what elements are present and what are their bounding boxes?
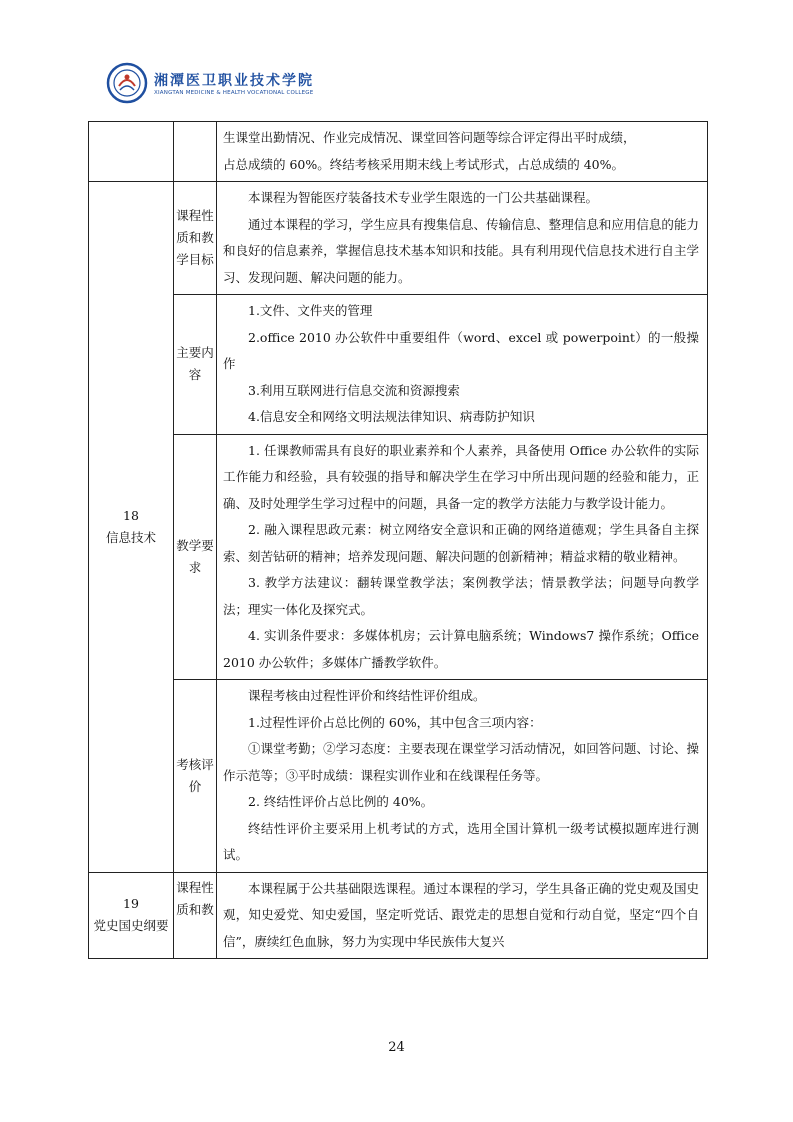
cell-continued-text <box>217 122 708 182</box>
table-row-course18-content <box>89 295 708 435</box>
label-nature-goals: 课程性质和教学目标 <box>174 182 217 295</box>
continued-line-1: 生课堂出勤情况、作业完成情况、课堂回答问题等综合评定得出平时成绩， <box>223 130 636 145</box>
content-item-4: 4.信息安全和网络文明法规法律知识、病毒防护知识 <box>248 409 535 424</box>
cell-empty-label <box>174 122 217 182</box>
requirement-paragraph-2: 2. 融入课程思政元素：树立网络安全意识和正确的网络道德观；学生具备自主探索、刻苦钻研的精神；培养发现问题、解决问题的创新精神；精益求精的敬业精神。 <box>223 522 699 564</box>
course-number: 18 <box>123 507 139 523</box>
table-row-course19 <box>89 872 708 959</box>
course-19-cell <box>89 872 174 959</box>
continued-line-2: 占总成绩的 60%。终结考核采用期末线上考试形式，占总成绩的 40%。 <box>223 156 625 172</box>
assessment-paragraph-5: 终结性评价主要采用上机考试的方式，选用全国计算机一级考试模拟题库进行测试。 <box>223 820 699 862</box>
course-number: 19 <box>123 896 139 912</box>
nature-goals-text <box>217 182 708 295</box>
label-assessment: 考核评价 <box>174 680 217 873</box>
college-logo <box>106 62 406 112</box>
content-item-1: 1.文件、文件夹的管理 <box>248 303 373 318</box>
cell-empty-number <box>89 122 174 182</box>
label-main-content: 主要内容 <box>174 295 217 435</box>
college-emblem-icon <box>106 62 148 104</box>
course-name: 党史国史纲要 <box>93 918 169 934</box>
page-number: 24 <box>388 1040 405 1055</box>
course-19-text <box>217 872 708 959</box>
assessment-paragraph-4: 2. 终结性评价占总比例的 40%。 <box>248 794 434 809</box>
college-name-en: XIANGTAN MEDICINE & HEALTH VOCATIONAL COLLEGE <box>154 90 314 96</box>
table-row-course18-requirements <box>89 434 708 680</box>
requirement-paragraph-3: 3. 教学方法建议：翻转课堂教学法；案例教学法；情景教学法；问题导向教学法；理实一体化及探究式。 <box>223 575 699 617</box>
requirement-paragraph-4: 4. 实训条件要求：多媒体机房；云计算电脑系统；Windows7 操作系统；Office 2010 办公软件；多媒体广播教学软件。 <box>223 628 699 670</box>
course-name: 信息技术 <box>105 529 156 545</box>
course-18-cell <box>89 182 174 873</box>
college-name-cn: 湘潭医卫职业技术学院 <box>154 73 314 89</box>
main-content-text <box>217 295 708 435</box>
nature-paragraph-2: 通过本课程的学习，学生应具有搜集信息、传输信息、整理信息和应用信息的能力和良好的信息素养，掌握信息技术基本知识和技能。具有利用现代信息技术进行自主学习、发现问题、解决问题的能力。 <box>223 216 699 285</box>
assessment-text <box>217 680 708 873</box>
teaching-requirements-text <box>217 434 708 680</box>
curriculum-table <box>88 121 708 959</box>
table-row-course18-nature <box>89 182 708 295</box>
assessment-paragraph-2: 1.过程性评价占总比例的 60%，其中包含三项内容： <box>248 714 542 730</box>
content-item-2: 2.office 2010 办公软件中重要组件（word、excel 或 powerpoint）的一般操作 <box>223 329 699 371</box>
nature-paragraph-1: 本课程为智能医疗装备技术专业学生限选的一门公共基础课程。 <box>248 190 599 205</box>
content-item-3: 3.利用互联网进行信息交流和资源搜索 <box>248 382 460 398</box>
requirement-paragraph-1: 1. 任课教师需具有良好的职业素养和个人素养，具备使用 Office 办公软件的实际工作能力和经验，具有较强的指导和解决学生在学习中所出现问题的经验和能力，正确、及时处理学生学习过程中的问题，具备一定的教学方法能力与教学设计能力。 <box>223 442 699 511</box>
assessment-paragraph-1: 课程考核由过程性评价和终结性评价组成。 <box>248 688 486 703</box>
course-19-paragraph: 本课程属于公共基础限选课程。通过本课程的学习，学生具备正确的党史观及国史观，知史爱党、知史爱国，坚定听党话、跟党走的思想自觉和行动自觉，坚定“四个自信”，赓续红色血脉，努力为实现中华民族伟大复兴 <box>223 880 699 949</box>
label-teaching-requirements: 教学要求 <box>174 434 217 680</box>
table-row-continued <box>89 122 708 182</box>
assessment-paragraph-3: ①课堂考勤；②学习态度：主要表现在课堂学习活动情况，如回答问题、讨论、操作示范等；③平时成绩：课程实训作业和在线课程任务等。 <box>223 741 699 783</box>
label-nature-goals-partial: 课程性质和教 <box>174 872 217 959</box>
table-row-course18-assessment <box>89 680 708 873</box>
